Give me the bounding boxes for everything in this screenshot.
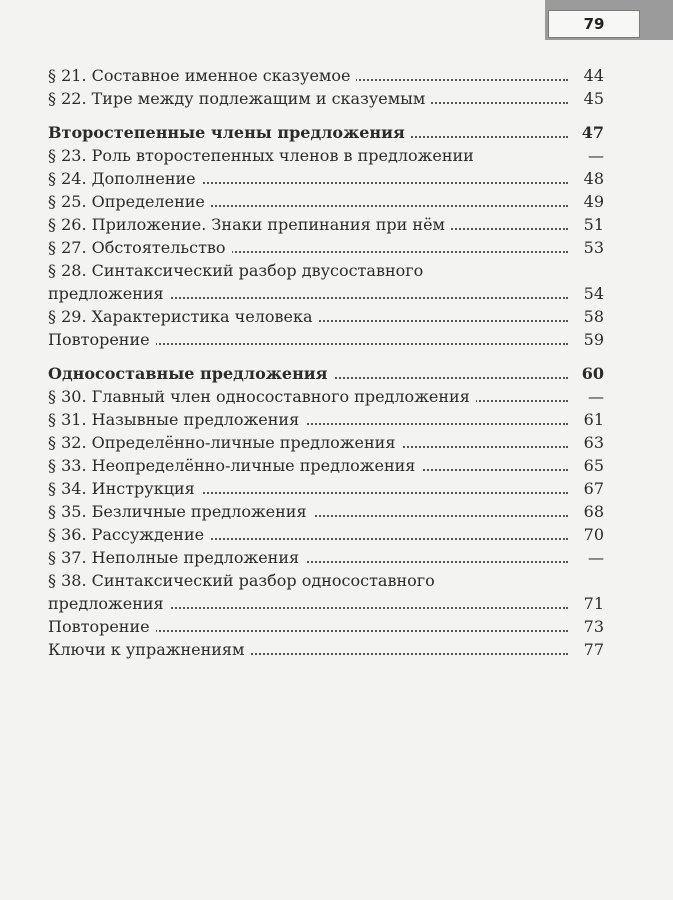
toc-section-page: 60 [570,362,604,385]
toc-entry[interactable] [48,523,604,546]
toc-entry-page: 70 [570,523,604,546]
toc-entry-page: — [570,546,604,569]
toc-entry[interactable] [48,190,604,213]
toc-section-heading[interactable] [48,362,604,385]
toc-entry[interactable] [48,569,604,592]
toc-entry-page: 73 [570,615,604,638]
toc-entry-label: § 28. Синтаксический разбор двусоставного [48,261,429,280]
toc-entry-label: § 32. Определённо-личные предложения [48,433,401,452]
toc-entry[interactable] [48,144,604,167]
toc-entry-label: § 34. Инструкция [48,479,201,498]
toc-entry[interactable] [48,385,604,408]
toc-entry-continuation[interactable] [48,282,604,305]
toc-entry-page: 51 [570,213,604,236]
toc-entry-page: 61 [570,408,604,431]
toc-entry-label: § 33. Неопределённо-личные предложения [48,456,421,475]
toc-entry-label: § 21. Составное именное сказуемое [48,66,356,85]
toc-entry-page: 68 [570,500,604,523]
toc-entry-label: § 37. Неполные предложения [48,548,305,567]
toc-entry[interactable] [48,87,604,110]
toc-entry-page: — [570,385,604,408]
toc-entry[interactable] [48,408,604,431]
toc-entry-label: § 25. Определение [48,192,211,211]
toc-entry-page: — [570,144,604,167]
toc-entry-label: § 35. Безличные предложения [48,502,313,521]
toc-entry[interactable] [48,477,604,500]
toc-entry[interactable] [48,305,604,328]
toc-entry[interactable] [48,431,604,454]
toc-section-label: Второстепенные члены предложения [48,123,411,142]
toc-entry-page: 48 [570,167,604,190]
toc-entry-page: 71 [570,592,604,615]
toc-entry-label: § 22. Тире между подлежащим и сказуемым [48,89,431,108]
toc-entry-page: 67 [570,477,604,500]
toc-entry-page: 53 [570,236,604,259]
toc-entry[interactable] [48,167,604,190]
toc-entry[interactable] [48,454,604,477]
toc-entry[interactable] [48,500,604,523]
toc-entry-page: 59 [570,328,604,351]
toc-section-heading[interactable] [48,121,604,144]
toc-entry[interactable] [48,64,604,87]
toc-entry-page: 58 [570,305,604,328]
toc-entry-page: 54 [570,282,604,305]
toc-entry-label: Ключи к упражнениям [48,640,250,659]
toc-entry[interactable] [48,615,604,638]
toc-section-page: 47 [570,121,604,144]
toc-entry-page: 44 [570,64,604,87]
toc-entry-page: 63 [570,431,604,454]
toc-entry[interactable] [48,328,604,351]
toc-entry[interactable] [48,546,604,569]
toc-entry-label: § 38. Синтаксический разбор односоставного [48,571,441,590]
toc-section-label: Односоставные предложения [48,364,333,383]
toc-entry-continuation[interactable] [48,592,604,615]
toc-entry-label: § 29. Характеристика человека [48,307,319,326]
toc-entry-label: предложения [48,594,170,613]
toc-entry-label: § 23. Роль второстепенных членов в предложении [48,146,480,165]
table-of-contents [48,64,604,661]
toc-entry-page: 49 [570,190,604,213]
toc-entry[interactable] [48,213,604,236]
toc-entry[interactable] [48,259,604,282]
toc-entry-page: 45 [570,87,604,110]
toc-entry-label: § 31. Назывные предложения [48,410,305,429]
toc-entry-label: Повторение [48,617,156,636]
toc-entry-label: § 36. Рассуждение [48,525,210,544]
page-number: 79 [548,10,640,38]
toc-entry[interactable] [48,236,604,259]
toc-entry-page: 77 [570,638,604,661]
toc-entry-label: § 26. Приложение. Знаки препинания при нём [48,215,451,234]
toc-entry-label: предложения [48,284,170,303]
toc-entry-page: 65 [570,454,604,477]
toc-entry-label: § 30. Главный член односоставного предложения [48,387,476,406]
toc-entry-label: § 24. Дополнение [48,169,202,188]
toc-entry-label: § 27. Обстоятельство [48,238,232,257]
toc-entry[interactable] [48,638,604,661]
toc-entry-label: Повторение [48,330,156,349]
